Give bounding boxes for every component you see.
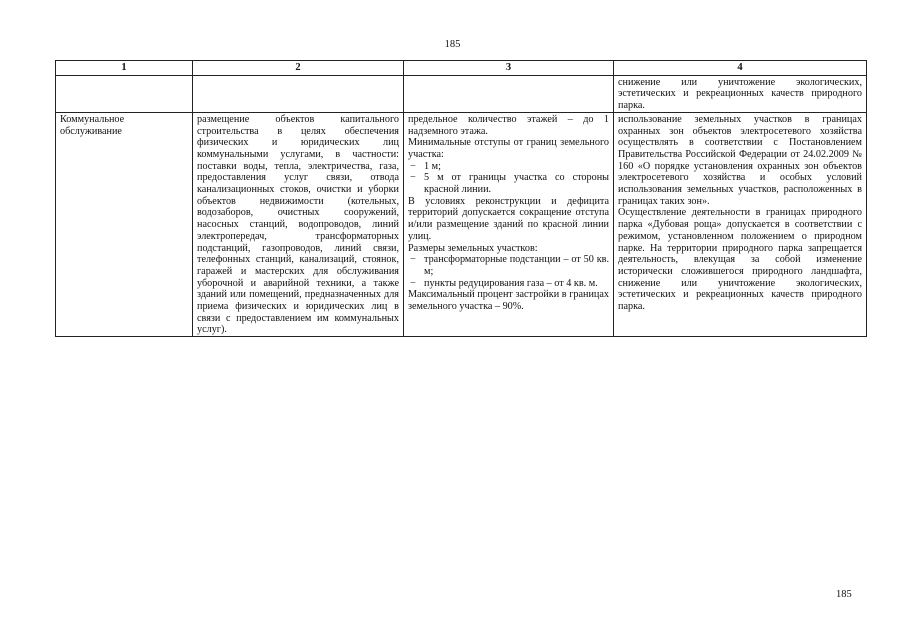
column-header-3: 3 xyxy=(404,61,614,76)
plot-size-list xyxy=(408,254,609,289)
table-cell xyxy=(193,112,404,336)
list-item: − 5 м от границы участка со стороны красной линии. xyxy=(408,172,609,195)
table-cell xyxy=(404,75,614,112)
use-description: размещение объектов капитального строительства в целях обеспечения физических и юридических лиц коммунальными услугами, в частности: поставки воды, тепла, электричества, газа, предоставления услуг связи, отвода канализационных стоков, очистки и уборки объектов недвижимости (котельных, водозаборов, очистных сооружений, насосных станций, водопроводов, линий электропередач, трансформаторных подстанций, газопроводов, линий связи, телефонных станций, канализаций, стоянок, гаражей и мастерских для обслуживания уборочной и аварийной техники, а также зданий или помещений, предназначенных для приема физических и юридических лиц в связи с предоставлением им коммунальных услуг). xyxy=(197,113,399,336)
table-row-communal-services xyxy=(56,112,867,336)
setback-list xyxy=(408,161,609,196)
restriction-text: Осуществление деятельности в границах природного парка «Дубовая роща» допускается в соответствии с режимом, установленном положением о природном парке. На территории природного парка запрещается деятельность, влекущая за собой изменение исторически сложившегося природного ландшафта, снижение или уничтожение экологических, эстетических и рекреационных качеств природного парка. xyxy=(618,207,862,313)
table-cell xyxy=(614,112,867,336)
page-number-top: 185 xyxy=(444,39,461,50)
column-header-2: 2 xyxy=(193,61,404,76)
page-number-bottom: 185 xyxy=(836,589,852,600)
column-header-1: 1 xyxy=(56,61,193,76)
restriction-text: использование земельных участков в границах охранных зон объектов электросетевого хозяйства осуществлять в соответствии с Постановлением Правительства Российской Федерации от 24.02.2009 № 160 «О порядке установления охранных зон объектов электросетевого хозяйства и особых условий использования земельных участков, расположенных в границах таких зон». xyxy=(618,113,862,207)
table-cell xyxy=(56,112,193,336)
cell-text: снижение или уничтожение экологических, эстетических и рекреационных качеств природного парка. xyxy=(618,76,862,112)
parameter-text: предельное количество этажей – до 1 надземного этажа. xyxy=(408,113,609,137)
table-row-continuation xyxy=(56,75,867,112)
parameter-text: Максимальный процент застройки в границах земельного участка – 90%. xyxy=(408,289,609,313)
column-header-4: 4 xyxy=(614,61,867,76)
table-header-row xyxy=(56,61,867,76)
table-cell xyxy=(56,75,193,112)
permitted-use-name: Коммунальное обслуживание xyxy=(60,113,125,137)
list-item: − 1 м; xyxy=(408,161,609,173)
regulations-table xyxy=(55,60,867,337)
parameter-text: В условиях реконструкции и дефицита территорий допускается сокращение отступа и/или размещение зданий по красной линии улиц. xyxy=(408,195,609,242)
list-item: − пункты редуцирования газа – от 4 кв. м. xyxy=(408,278,609,290)
table-cell xyxy=(614,75,867,112)
table-cell xyxy=(193,75,404,112)
list-item: − трансформаторные подстанции – от 50 кв. м; xyxy=(408,254,609,277)
table-cell xyxy=(404,112,614,336)
parameter-text: Минимальные отступы от границ земельного участка: xyxy=(408,137,609,160)
parameter-text: Размеры земельных участков: xyxy=(408,242,538,254)
